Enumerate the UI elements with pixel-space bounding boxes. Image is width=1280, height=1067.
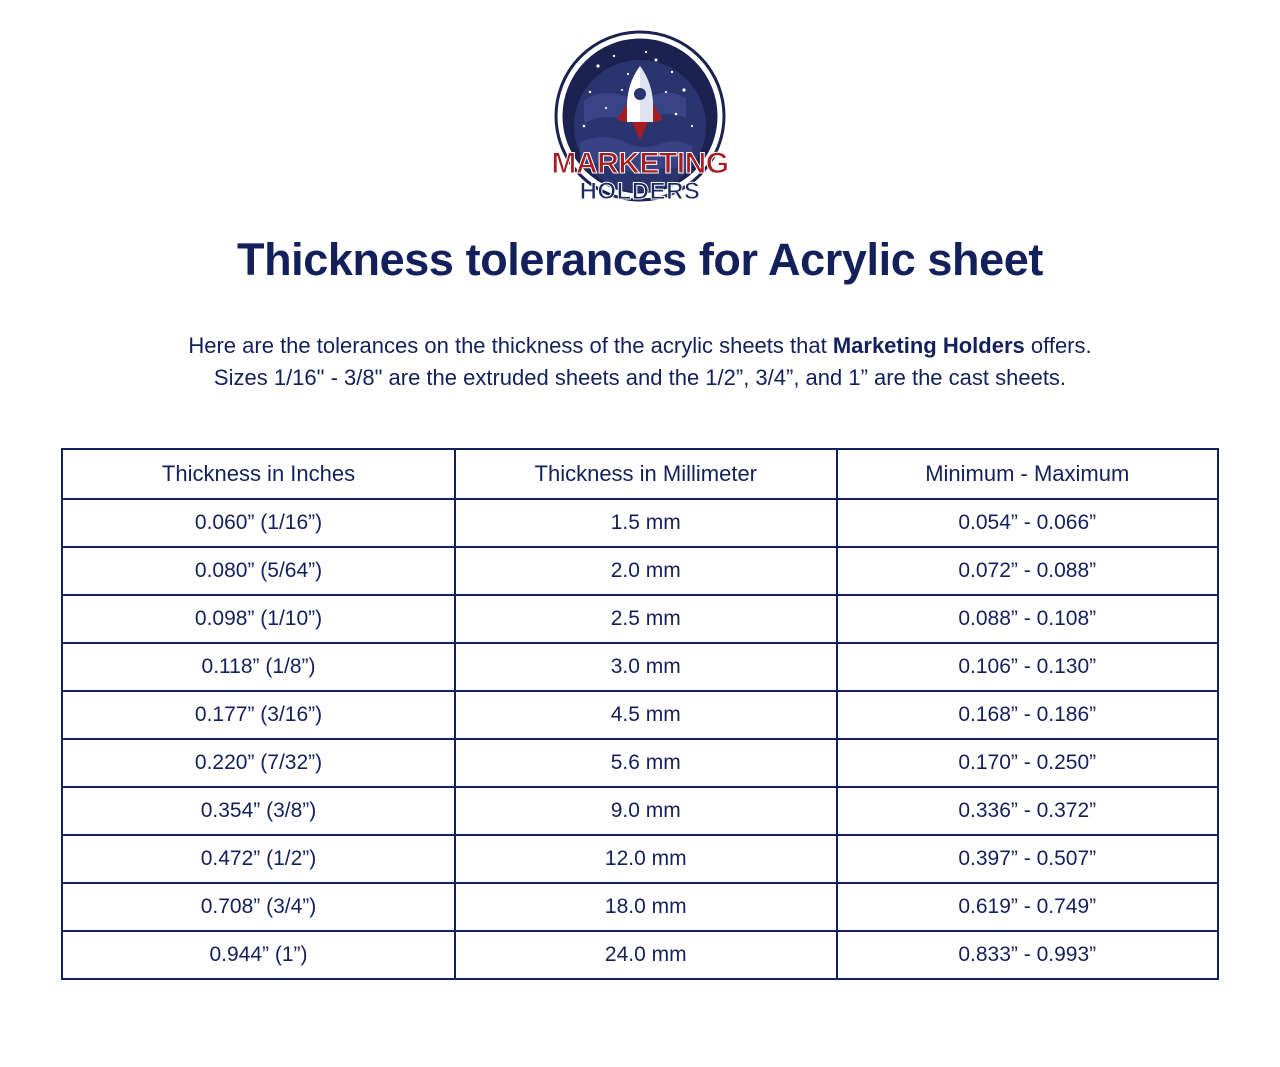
cell-inches: 0.354” (3/8”) (62, 787, 455, 835)
table-row (62, 883, 1218, 931)
subtitle-brand-name: Marketing Holders (832, 333, 1025, 359)
table-row (62, 595, 1218, 643)
cell-millimeter: 18.0 mm (455, 883, 836, 931)
cell-inches: 0.944” (1”) (62, 931, 455, 979)
table-row (62, 643, 1218, 691)
cell-millimeter: 3.0 mm (455, 643, 836, 691)
subtitle-line2: Sizes 1/16" - 3/8" are the extruded sheets and the 1/2”, 3/4”, and 1” are the cast sheets. (213, 365, 1067, 391)
table-row (62, 835, 1218, 883)
cell-min-max: 0.170” - 0.250” (837, 739, 1219, 787)
column-header-inches: Thickness in Inches (62, 449, 455, 499)
table-row (62, 787, 1218, 835)
cell-min-max: 0.088” - 0.108” (837, 595, 1219, 643)
cell-min-max: 0.054” - 0.066” (837, 499, 1219, 547)
brand-wordmark-line1: MARKETING (551, 147, 729, 180)
cell-millimeter: 2.5 mm (455, 595, 836, 643)
cell-millimeter: 1.5 mm (455, 499, 836, 547)
brand-logo (550, 30, 730, 210)
cell-millimeter: 9.0 mm (455, 787, 836, 835)
table-row (62, 691, 1218, 739)
cell-inches: 0.060” (1/16”) (62, 499, 455, 547)
page-title: Thickness tolerances for Acrylic sheet (237, 234, 1043, 285)
table-row (62, 739, 1218, 787)
column-header-millimeter: Thickness in Millimeter (455, 449, 836, 499)
cell-inches: 0.118” (1/8”) (62, 643, 455, 691)
cell-min-max: 0.168” - 0.186” (837, 691, 1219, 739)
subtitle-text-c: offers. (1024, 333, 1092, 359)
cell-inches: 0.472” (1/2”) (62, 835, 455, 883)
tolerance-table (61, 448, 1219, 980)
table-row (62, 931, 1218, 979)
tolerance-table-wrapper (61, 448, 1219, 980)
cell-millimeter: 12.0 mm (455, 835, 836, 883)
cell-min-max: 0.072” - 0.088” (837, 547, 1219, 595)
cell-millimeter: 4.5 mm (455, 691, 836, 739)
cell-inches: 0.177” (3/16”) (62, 691, 455, 739)
cell-millimeter: 5.6 mm (455, 739, 836, 787)
cell-min-max: 0.397” - 0.507” (837, 835, 1219, 883)
cell-inches: 0.220” (7/32”) (62, 739, 455, 787)
cell-min-max: 0.619” - 0.749” (837, 883, 1219, 931)
cell-millimeter: 2.0 mm (455, 547, 836, 595)
cell-min-max: 0.833” - 0.993” (837, 931, 1219, 979)
table-row (62, 499, 1218, 547)
cell-inches: 0.098” (1/10”) (62, 595, 455, 643)
cell-inches: 0.708” (3/4”) (62, 883, 455, 931)
page-subtitle (188, 330, 1091, 394)
cell-min-max: 0.106” - 0.130” (837, 643, 1219, 691)
column-header-min-max: Minimum - Maximum (837, 449, 1219, 499)
table-row (62, 547, 1218, 595)
brand-wordmark-line2: HOLDERS (579, 178, 701, 205)
cell-min-max: 0.336” - 0.372” (837, 787, 1219, 835)
table-header-row (62, 449, 1218, 499)
brand-wordmark (550, 149, 730, 204)
cell-millimeter: 24.0 mm (455, 931, 836, 979)
cell-inches: 0.080” (5/64”) (62, 547, 455, 595)
subtitle-text-a: Here are the tolerances on the thickness of the acrylic sheets that (188, 333, 833, 359)
